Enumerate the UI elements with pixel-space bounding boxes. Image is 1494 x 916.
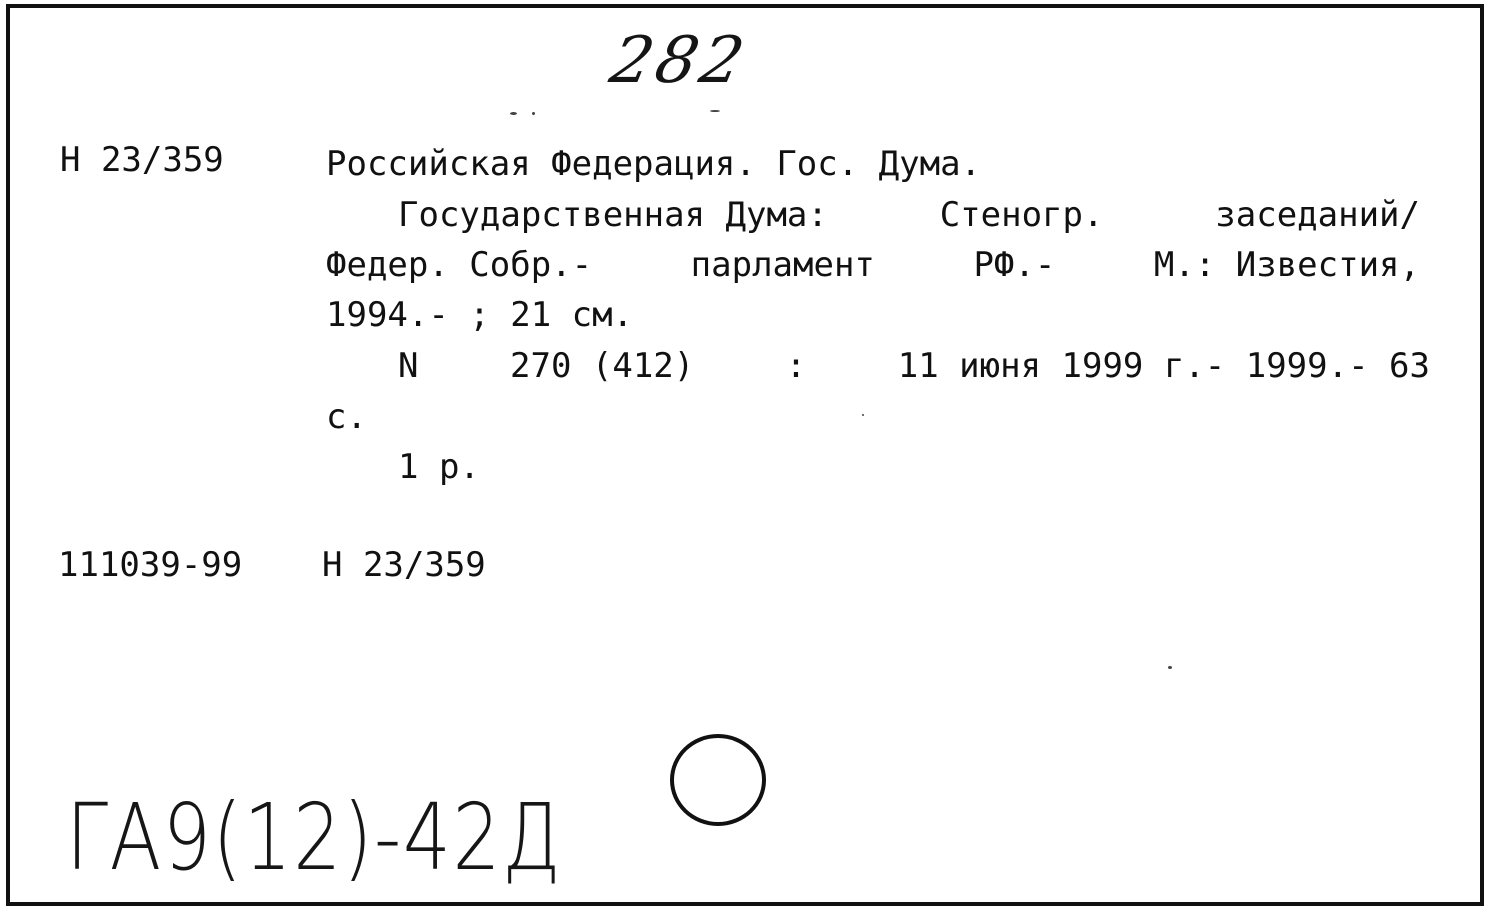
issue-line-1-part-4: 11 июня 1999 г.- 1999.- 63 xyxy=(897,346,1430,386)
title-line-1 xyxy=(398,195,1420,235)
call-number: Н 23/359 xyxy=(60,140,224,180)
title-line-1-part-1: Государственная Дума: xyxy=(398,195,828,235)
issue-line-1-part-3: : xyxy=(785,346,807,386)
title-line-2-part-3: РФ.- xyxy=(973,245,1056,285)
title-line-2-part-4: М.: Известия, xyxy=(1153,245,1420,285)
title-line-1-part-2: Стеногр. xyxy=(939,195,1104,235)
price: 1 р. xyxy=(398,447,480,487)
title-line-2 xyxy=(326,245,1420,285)
title-line-2-part-1: Федер. Собр.- xyxy=(326,245,593,285)
entry-heading: Российская Федерация. Гос. Дума. xyxy=(326,144,982,184)
title-line-1-part-3: заседаний/ xyxy=(1215,195,1420,235)
scan-speck xyxy=(862,414,864,416)
accession-number: 111039-99 xyxy=(58,545,243,585)
title-line-3: 1994.- ; 21 см. xyxy=(326,295,634,335)
scan-speck xyxy=(1168,666,1172,669)
issue-line-1-part-2: 270 (412) xyxy=(510,346,695,386)
issue-line-2: с. xyxy=(326,397,367,437)
scan-speck xyxy=(510,112,517,115)
handwritten-number: 282 xyxy=(604,24,755,98)
title-line-2-part-2: парламент xyxy=(690,245,875,285)
scan-speck xyxy=(710,110,720,112)
scan-speck xyxy=(532,112,535,115)
punch-hole xyxy=(670,734,766,826)
repeat-call-number: Н 23/359 xyxy=(322,545,486,585)
issue-line-1-part-1: N xyxy=(398,346,419,386)
issue-line-1 xyxy=(398,346,1430,386)
handwritten-code: ГА9(12)-42Д xyxy=(66,784,563,891)
